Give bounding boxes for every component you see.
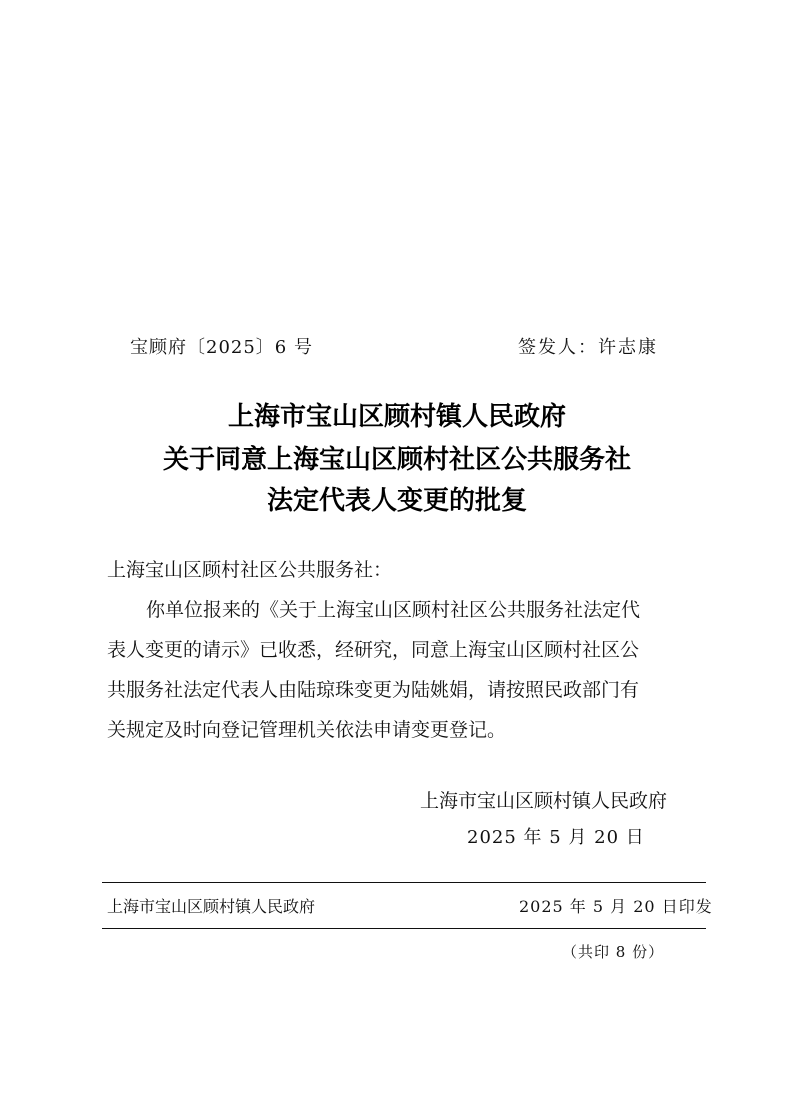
title-line-3: 法定代表人变更的批复: [266, 486, 527, 516]
title-line-1: 上海市宝山区顾村镇人民政府: [227, 402, 566, 432]
document-number: 宝顾府〔2025〕6 号: [130, 337, 313, 358]
signature-organization: 上海市宝山区顾村镇人民政府: [420, 790, 668, 812]
body-line: 关规定及时向登记管理机关依法申请变更登记。: [107, 719, 507, 741]
addressee: 上海宝山区顾村社区公共服务社：: [107, 559, 393, 581]
body-line: 表人变更的请示》已收悉，经研究，同意上海宝山区顾村社区公: [107, 639, 640, 661]
footer-divider-bottom: [102, 928, 706, 929]
footer-organization: 上海市宝山区顾村镇人民政府: [107, 897, 316, 916]
body-line: 你单位报来的《关于上海宝山区顾村社区公共服务社法定代: [146, 599, 641, 621]
footer-print-date: 2025 年 5 月 20 日印发: [519, 897, 713, 916]
body-line: 共服务社法定代表人由陆琼珠变更为陆姚娟，请按照民政部门有: [107, 679, 640, 701]
signer: 签发人：许志康: [518, 337, 658, 358]
footer-divider-top: [102, 882, 706, 883]
title-line-2: 关于同意上海宝山区顾村社区公共服务社: [162, 445, 631, 475]
copies-count: （共印 8 份）: [562, 943, 665, 961]
signature-date: 2025 年 5 月 20 日: [467, 827, 645, 848]
